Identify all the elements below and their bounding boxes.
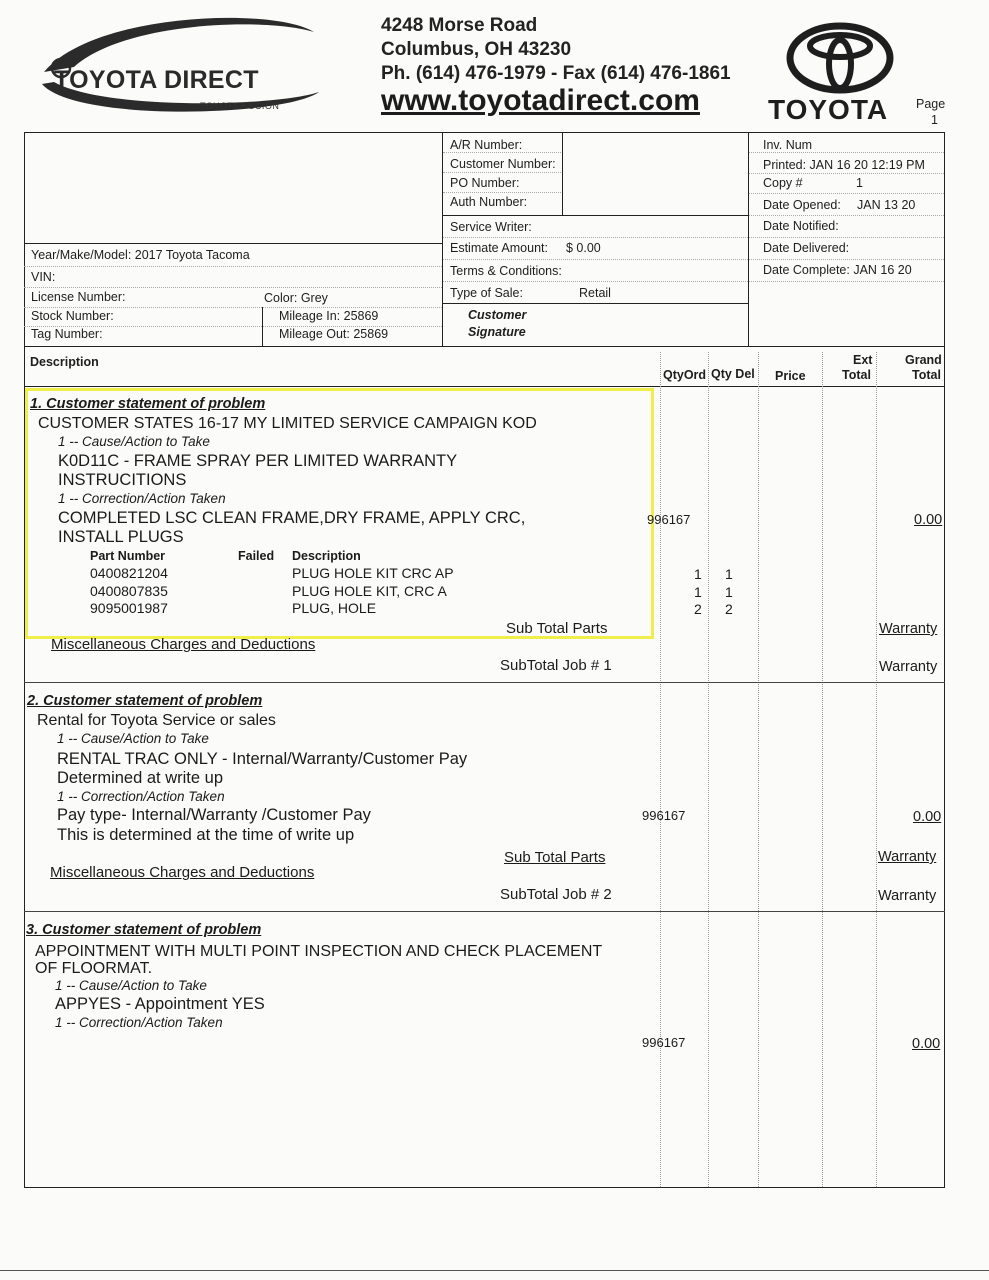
inv-row-line <box>749 193 944 194</box>
part-qty-del: 1 <box>725 584 733 600</box>
job1-parts-warranty: Warranty <box>879 621 938 637</box>
job1-correction-label: 1 -- Correction/Action Taken <box>58 491 226 506</box>
inv-row-line <box>749 152 944 153</box>
mileage-divider <box>262 307 263 347</box>
info-top-border <box>24 132 945 133</box>
vehicle-row-line <box>24 266 442 267</box>
terms-label: Terms & Conditions: <box>450 264 562 278</box>
part-description: PLUG HOLE KIT, CRC A <box>292 583 447 599</box>
info-right-border <box>944 132 945 347</box>
type-of-sale-label: Type of Sale: <box>450 286 523 300</box>
job2-correction-label: 1 -- Correction/Action Taken <box>57 789 225 804</box>
info-divider-2 <box>748 132 749 347</box>
col-header-grand-line2: Total <box>912 368 941 382</box>
date-opened-value: JAN 13 20 <box>857 198 916 212</box>
job2-grand-total: 0.00 <box>913 809 942 825</box>
part-qty-del: 1 <box>725 566 733 582</box>
page-number: 1 <box>931 113 938 127</box>
part-description: PLUG, HOLE <box>292 600 377 616</box>
copy-number-label: Copy # <box>763 176 803 190</box>
job2-statement: Rental for Toyota Service or sales <box>37 712 276 729</box>
parts-header-failed: Failed <box>238 549 275 563</box>
job3-statement-line1: APPOINTMENT WITH MULTI POINT INSPECTION AND CHECK PLACEMENT <box>35 943 603 960</box>
col-header-qty-del: Qty Del <box>711 367 755 381</box>
date-delivered-label: Date Delivered: <box>763 241 850 255</box>
job1-title: 1. Customer statement of problem <box>30 396 266 412</box>
info-left-border <box>24 132 25 347</box>
col-rule <box>758 352 759 1187</box>
inv-row-line <box>749 237 944 238</box>
vehicle-year-make-model: Year/Make/Model: 2017 Toyota Tacoma <box>31 248 250 262</box>
inv-row-line <box>749 215 944 216</box>
date-notified-label: Date Notified: <box>763 219 839 233</box>
ar-row-line <box>443 152 563 153</box>
dealer-address-line2: Columbus, OH 43230 <box>381 39 572 60</box>
job2-subtotal-job: SubTotal Job # 2 <box>500 886 612 903</box>
part-number: 0400821204 <box>90 565 168 581</box>
inv-row-line <box>749 281 944 282</box>
part-number: 0400807835 <box>90 583 168 599</box>
toyota-wordmark: TOYOTA <box>768 94 889 125</box>
part-description: PLUG HOLE KIT CRC AP <box>292 565 454 581</box>
job3-cause-line1: APPYES - Appointment YES <box>55 995 265 1013</box>
part-qty-del: 2 <box>725 601 733 617</box>
job-separator <box>24 682 945 683</box>
ar-row-line <box>443 192 563 193</box>
dealer-logo-swoosh-icon <box>34 12 334 112</box>
job2-title: 2. Customer statement of problem <box>27 693 263 709</box>
vehicle-row-line <box>24 307 442 308</box>
page-bottom-edge <box>0 1270 989 1271</box>
col-header-description: Description <box>30 355 99 369</box>
vehicle-color: Color: Grey <box>264 291 328 305</box>
ar-row-line <box>443 237 748 238</box>
col-rule <box>876 352 877 1187</box>
job1-cause-line1: K0D11C - FRAME SPRAY PER LIMITED WARRANTY <box>58 452 458 470</box>
job1-grand-total: 0.00 <box>914 512 943 528</box>
part-qty-ord: 1 <box>694 584 702 600</box>
job3-tech-number: 996167 <box>642 1035 686 1050</box>
ar-row-line <box>443 281 748 282</box>
job1-correction-line1: COMPLETED LSC CLEAN FRAME,DRY FRAME, APPLY CRC, <box>58 509 526 527</box>
customer-number-label: Customer Number: <box>450 157 556 171</box>
dealer-logo-name: TOYOTA DIRECT <box>54 66 259 94</box>
vehicle-tag-label: Tag Number: <box>31 327 103 341</box>
job3-correction-label: 1 -- Correction/Action Taken <box>55 1015 223 1030</box>
part-number: 9095001987 <box>90 600 168 616</box>
job1-sub-total-parts: Sub Total Parts <box>506 620 608 637</box>
job1-tech-number: 996167 <box>647 512 691 527</box>
dealer-website-link[interactable]: www.toyotadirect.com <box>381 84 700 117</box>
ar-label-divider <box>562 132 563 216</box>
job3-title: 3. Customer statement of problem <box>26 922 262 938</box>
page-label: Page <box>916 97 946 111</box>
dealer-address-line1: 4248 Morse Road <box>381 15 538 36</box>
parts-header-part-number: Part Number <box>90 549 166 563</box>
ar-row-line <box>443 215 748 216</box>
col-header-ext-line2: Total <box>842 368 871 382</box>
job3-cause-label: 1 -- Cause/Action to Take <box>55 978 207 993</box>
col-rule <box>822 352 823 1187</box>
info-divider-1 <box>442 132 443 347</box>
table-right-border <box>944 346 945 1188</box>
estimate-amount-label: Estimate Amount: <box>450 241 548 255</box>
job1-cause-line2: INSTRUCITIONS <box>58 471 187 489</box>
job3-grand-total: 0.00 <box>912 1036 941 1052</box>
col-header-ext-line1: Ext <box>853 353 873 367</box>
inv-row-line <box>749 173 944 174</box>
parts-header-description: Description <box>292 549 361 563</box>
ar-row-line <box>443 172 563 173</box>
info-bottom-border <box>24 346 945 347</box>
date-opened-label: Date Opened: <box>763 198 841 212</box>
job2-sub-total-parts: Sub Total Parts <box>504 849 606 866</box>
job1-job-warranty: Warranty <box>879 659 938 675</box>
vehicle-vin-label: VIN: <box>31 270 56 284</box>
vehicle-mileage-in: Mileage In: 25869 <box>279 309 379 323</box>
customer-signature-line2: Signature <box>468 325 526 339</box>
part-qty-ord: 1 <box>694 566 702 582</box>
auth-number-label: Auth Number: <box>450 195 528 209</box>
job1-misc-charges: Miscellaneous Charges and Deductions <box>51 636 316 653</box>
dealer-phone: Ph. (614) 476-1979 - Fax (614) 476-1861 <box>381 63 731 84</box>
job2-misc-charges: Miscellaneous Charges and Deductions <box>50 864 315 881</box>
part-qty-ord: 2 <box>694 601 702 617</box>
job1-subtotal-job: SubTotal Job # 1 <box>500 657 612 674</box>
date-complete: Date Complete: JAN 16 20 <box>763 263 912 277</box>
job-separator <box>24 911 945 912</box>
col-header-qty-ord: QtyOrd <box>663 368 707 382</box>
vehicle-license-label: License Number: <box>31 290 126 304</box>
job2-correction-line1: Pay type- Internal/Warranty /Customer Pay <box>57 806 371 824</box>
ar-number-label: A/R Number: <box>450 138 523 152</box>
dealer-logo-subtitle: TOYOTA • SCION <box>200 101 280 111</box>
job2-cause-line2: Determined at write up <box>57 769 223 787</box>
printed-date: Printed: JAN 16 20 12:19 PM <box>763 158 925 172</box>
col-rule <box>708 352 709 1187</box>
estimate-amount-value: $ 0.00 <box>566 241 601 255</box>
col-header-grand-line1: Grand <box>905 353 942 367</box>
job2-correction-line2: This is determined at the time of write up <box>57 826 355 844</box>
table-bottom-border <box>24 1187 945 1188</box>
vehicle-stock-label: Stock Number: <box>31 309 114 323</box>
col-header-price: Price <box>775 369 806 383</box>
job2-parts-warranty: Warranty <box>878 849 937 865</box>
table-header-border <box>24 386 945 387</box>
job1-statement: CUSTOMER STATES 16-17 MY LIMITED SERVICE CAMPAIGN KOD <box>38 415 537 432</box>
job2-cause-label: 1 -- Cause/Action to Take <box>57 731 209 746</box>
vehicle-row-line <box>24 243 442 244</box>
type-of-sale-value: Retail <box>579 286 611 300</box>
invoice-number-label: Inv. Num <box>763 138 813 152</box>
copy-number-value: 1 <box>856 176 863 190</box>
inv-row-line <box>749 259 944 260</box>
job1-cause-label: 1 -- Cause/Action to Take <box>58 434 210 449</box>
job2-job-warranty: Warranty <box>878 888 937 904</box>
job2-tech-number: 996167 <box>642 808 686 823</box>
ar-row-line <box>443 303 748 304</box>
vehicle-mileage-out: Mileage Out: 25869 <box>279 327 389 341</box>
po-number-label: PO Number: <box>450 176 520 190</box>
job2-cause-line1: RENTAL TRAC ONLY - Internal/Warranty/Customer Pay <box>57 750 468 768</box>
job1-correction-line2: INSTALL PLUGS <box>58 528 184 546</box>
service-writer-label: Service Writer: <box>450 220 532 234</box>
vehicle-row-line <box>24 287 442 288</box>
dealer-logo <box>34 12 334 112</box>
toyota-emblem-icon <box>785 22 895 94</box>
col-rule <box>660 352 661 1187</box>
job3-statement-line2: OF FLOORMAT. <box>35 960 153 977</box>
ar-row-line <box>443 259 748 260</box>
customer-signature-line1: Customer <box>468 308 527 322</box>
